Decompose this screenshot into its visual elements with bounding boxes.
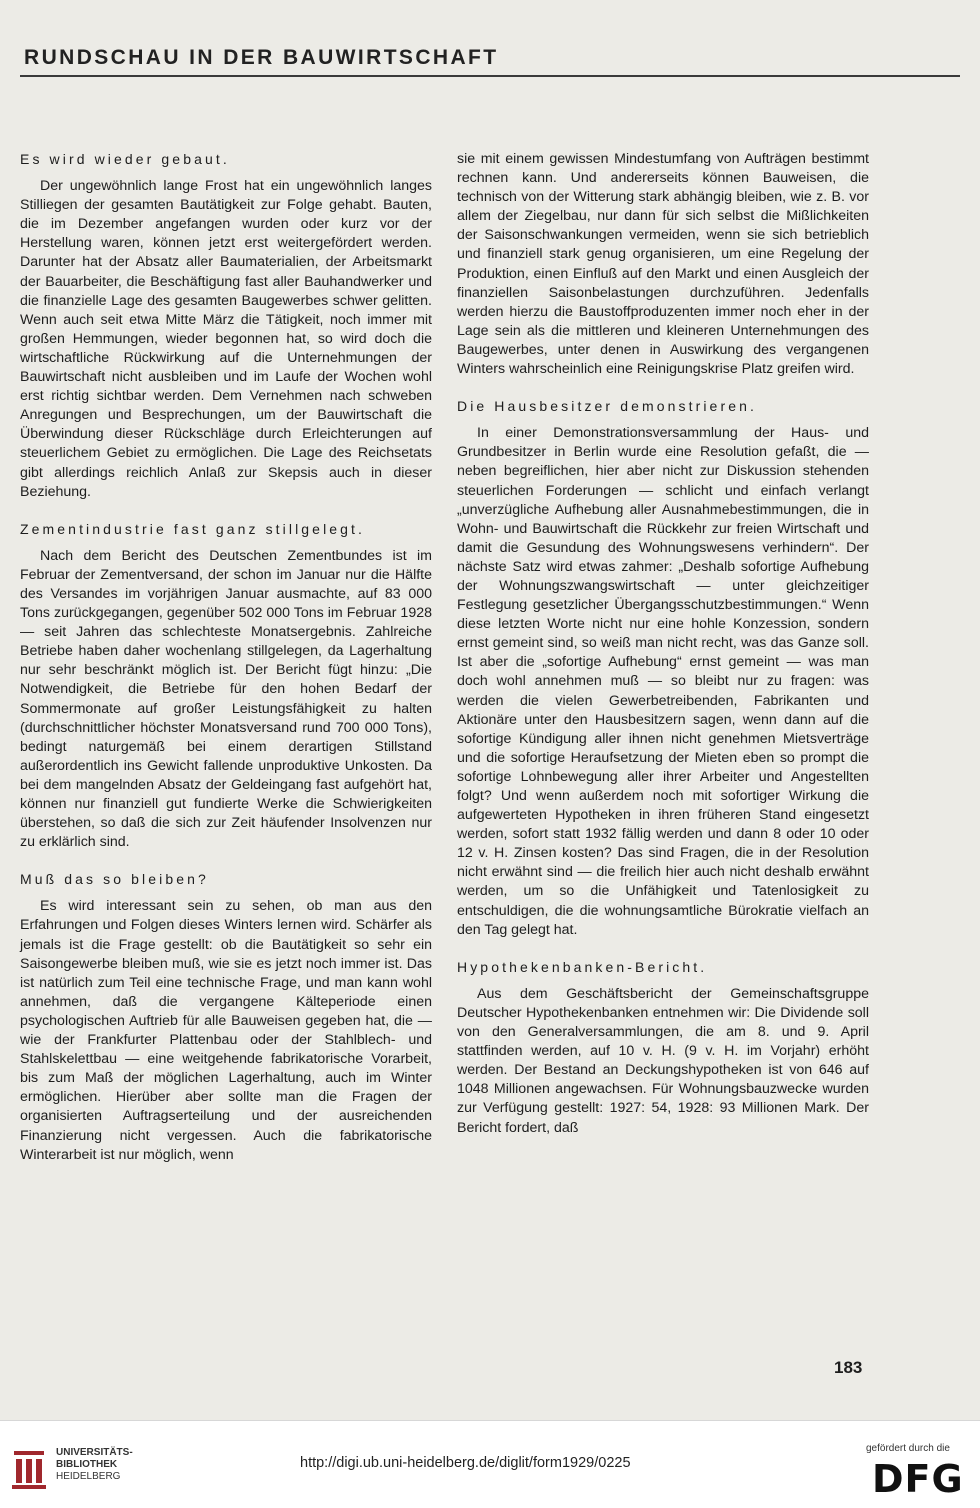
paragraph-geschaeftsbericht: Aus dem Geschäftsbericht der Gemeinschaftsgruppe Deutscher Hypothekenbanken entnehmen wir: Die Dividende soll von den Generalversammlungen, die am 8. und 9. April stattfinden werden, auf 10 v. H. (9 v. H. im Vorjahr) erhöht werden. Der Bestand an Deckungshypotheken ist von 646 auf 1048 Millionen angewachsen. Für Wohnungsbauzwecke wurden zur Verfügung gestellt: 1927: 54, 1928: 93 Millionen Mark. Der Bericht fordert, daß (457, 985, 869, 1136)
footer-bar (0, 1420, 980, 1508)
title-rule (20, 75, 960, 77)
section-heading-hypothekenbanken: Hypothekenbanken-Bericht. (457, 958, 708, 975)
page-title: RUNDSCHAU IN DER BAUWIRTSCHAFT (24, 46, 499, 69)
page-number: 183 (834, 1358, 863, 1377)
university-library-logo-icon (10, 1445, 48, 1493)
paragraph-zementbund: Nach dem Bericht des Deutschen Zementbundes ist im Februar der Zementversand, der schon im Januar nur die Hälfte des Versandes im vorjährigen Januar ausmachte, auf 83 000 Tons zurückgegangen, gegenüber 502 000 Tons im Februar 1928 — seit Jahren das schlechteste Monatsergebnis. Zahlreiche Betriebe haben daher wochenlang stillgelegen, da Lagerhaltung nur sehr beschränkt möglich ist. Der Bericht fügt hinzu: „Die Notwendigkeit, die Betriebe für den hohen Bedarf der Sommermonate auf großer Leistungsfähigkeit zu halten (durchschnittlicher höchster Monatsversand rund 700 000 Tons), bedingt naturgemäß bei einem derartigen Stillstand außerordentlich ins Gewicht fallende unproduktive Unkosten. Da bei dem mangelnden Absatz der Geldeingang fast aufgehört hat, können nur finanziell gut fundierte Werke die Schwierigkeiten überstehen, so daß die sich zur Zeit häufender Insolvenzen nur zu erklärlich sind. (20, 547, 432, 851)
university-library-name (56, 1447, 133, 1483)
section-heading-es-wird-wieder-gebaut: Es wird wieder gebaut. (20, 151, 230, 167)
digital-library-link[interactable]: http://digi.ub.uni-heidelberg.de/diglit/form1929/0225 (300, 1455, 631, 1471)
paragraph-frost: Der ungewöhnlich lange Frost hat ein ungewöhnlich langes Stilliegen der gesamten Bautätigkeit zur Folge gehabt. Bauten, die im Dezember angefangen wurden oder kurz vor der Herstellung waren, können jetzt erst weitergefördert werden. Darunter hat der Absatz aller Baumaterialien, der Arbeitsmarkt der Bauarbeiter, die Beschäftigung fast aller Bauhandwerker und die finanzielle Lage des gesamten Baugewerbes schwer gelitten. Wenn auch seit etwa Mitte März die Tätigkeit, noch immer mit großen Hemmungen, wieder begonnen hat, so wird doch die wirtschaftliche Rückwirkung auf die Unternehmungen der Bauwirtschaft nicht ausbleiben und im Laufe der Wochen wohl erst richtig sichtbar werden. Dem Vernehmen nach schweben Anregungen und Besprechungen, um der Bauwirtschaft die Überwindung dieser Rückschläge durch Erleichterungen auf steuerlichem Gebiet zu ermöglichen. Die Lage des Reichsetats gibt allerdings reichlich Anlaß zur Skepsis auch in dieser Beziehung. (20, 178, 432, 500)
section-heading-zementindustrie: Zementindustrie fast ganz stillgelegt. (20, 520, 366, 537)
dfg-logo: DFG (872, 1457, 964, 1501)
paragraph-erfahrungen: Es wird interessant sein zu sehen, ob man aus den Erfahrungen und Folgen dieses Winters lernen wird. Schärfer als jemals ist die Frage gestellt: ob die Bautätigkeit so sehr ein Saisongewerbe bleiben muß, wie sie es jetzt noch immer ist. Das ist natürlich zum Teil eine technische Frage, und man kann wohl annehmen, daß die vergangene Kälteperiode einen psychologischen Auftrieb für alle Bauweisen gegeben hat, die — wie der Frankfurter Plattenbau oder der Stahlblech- und Stahlskelettbau — eine weitgehende fabrikatorische Vorarbeit, bis zum Maß der möglichen Lagerhaltung, auch im Winter ermöglichen. Hierüber aber sollte man die Fragen der organisierten Auftragserteilung und der ausreichenden Finanzierung nicht vergessen. Auch die fabrikatorische Winterarbeit ist nur möglich, wenn (20, 898, 432, 1163)
ub-line-2: BIBLIOTHEK (56, 1459, 118, 1470)
dfg-caption: gefördert durch die (866, 1443, 950, 1454)
ub-line-1: UNIVERSITÄTS- (56, 1447, 133, 1458)
section-heading-hausbesitzer: Die Hausbesitzer demonstrieren. (457, 398, 757, 415)
ub-line-3: HEIDELBERG (56, 1471, 121, 1482)
paragraph-demonstration: In einer Demonstrationsversammlung der Haus- und Grundbesitzer in Berlin wurde eine Resolution gefaßt, die — neben begreiflichen, hier aber nicht zur Diskussion stehenden steuerlichen Forderungen — schlicht und einfach verlangt „unverzügliche Aufhebung aller Ausnahmebestimmungen, die in Wohn- und Bauwirtschaft die Rückkehr zur freien Wirtschaft und damit die Gesundung des Wohnungswesens verhindern“. Der nächste Satz wird etwas zahmer: „Deshalb sofortige Aufhebung der Wohnungszwangswirtschaft — unter gleichzeitiger Festlegung gesetzlicher Übergangsschutzbestimmungen.“ Wenn diese letzten Worte nicht nur eine hohle Konzession, sondern ernst gemeint sind, so weiß man nicht recht, was das Ganze soll. Ist aber die „sofortige Aufhebung“ ernst gemeint — was man doch wohl annehmen muß — so bleibt nur zu fragen: was werden die vielen Gewerbetreibenden, Fabrikanten und Aktionäre unter den Hausbesitzern sagen, wenn dann auf die sofortige Kündigung aller ihnen nicht genehmen Mietsverträge und die sofortige Heraufsetzung der Mieten eben so prompt die sofortige Lohnbewegung aller ihrer Arbeiter und Angestellten folgt? Und wenn außerdem noch mit sofortiger Wirkung die aufgewerteten Hypotheken in ihren früheren Stand eingesetzt werden, sofort statt 1932 fällig werden und dann 8 oder 10 oder 12 v. H. Zinsen kosten? Das sind Fragen, die in der Resolution nicht erwähnt sind — die freilich hier auch nicht deshalb erwähnt werden, um so die Unfähigkeit und Tatenlosigkeit zu entschuldigen, die die wohnungsamtliche Bürokratie vielfach an den Tag gelegt hat. (457, 425, 869, 938)
section-heading-muss-das-so-bleiben: Muß das so bleiben? (20, 871, 209, 888)
left-column (20, 150, 432, 1183)
right-column (457, 150, 869, 1156)
paragraph-auftraege-continued: sie mit einem gewissen Mindestumfang von Aufträgen bestimmt rechnen kann. Und andererseits können Bauweisen, die technisch von der Witterung stark abhängig bleiben, wie z. B. vor allem der Ziegelbau, nur dann für sich selbst die Mißlichkeiten der Saisonschwankungen vermeiden, wenn sie sich betrieblich und finanziell stark genug organisieren, um eine Regelung der Produktion, einen Einfluß auf den Markt und einen Ausgleich der finanziellen Saisonbelastungen durchzuführen. Jedenfalls werden hierzu die Baustoffproduzenten immer noch eher in der Lage sein als die mittleren und kleineren Unternehmungen des Baugewerbes, unter denen in Auswirkung des vergangenen Winters wahrscheinlich eine Reinigungskrise Platz greifen wird. (457, 151, 869, 378)
